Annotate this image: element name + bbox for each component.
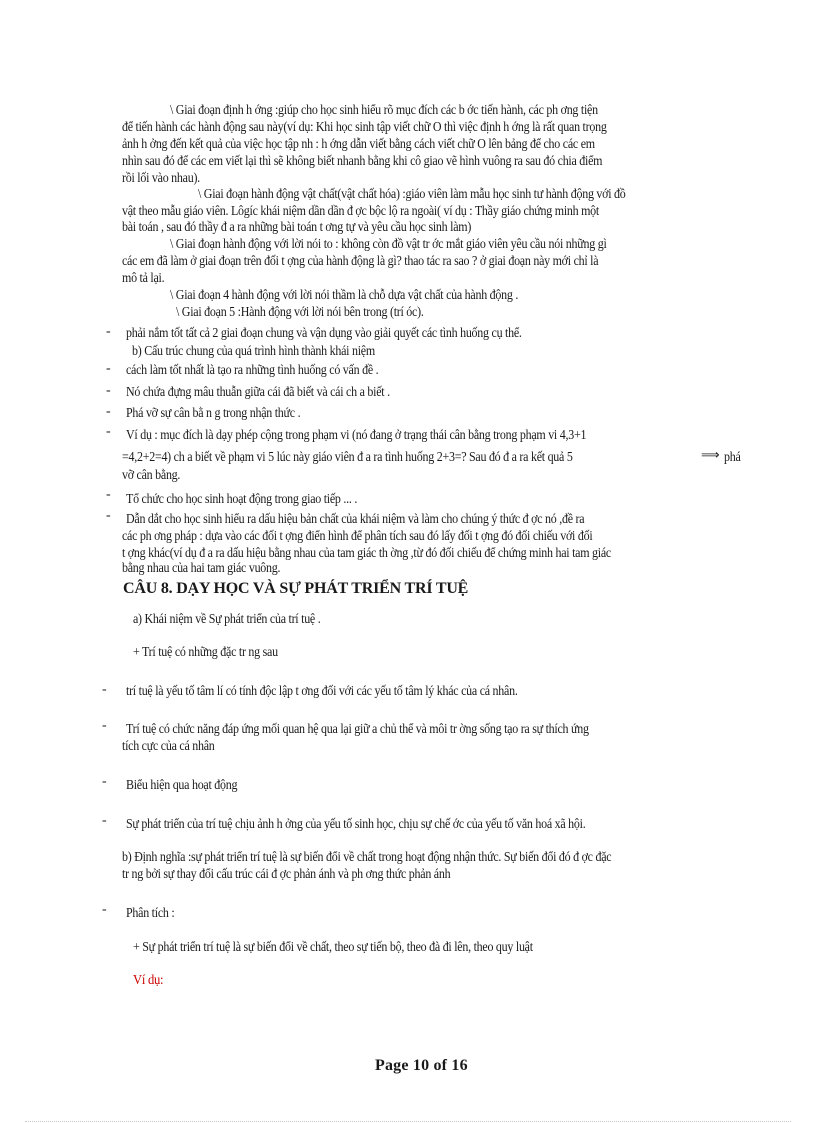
list-item: Phá vỡ sự cân bằ n g trong nhận thức . [126,406,301,421]
list-item: cách làm tốt nhất là tạo ra những tình huống có vấn đề . [126,363,379,378]
text-line: t ợng khác(ví dụ đ a ra dấu hiệu bằng nhau của tam giác th ờng ,từ đó đối chiếu để chứng minh hai tam giác [122,546,611,561]
text-line: phá [724,450,741,465]
list-dash: - [102,902,107,917]
list-item: Ví dụ : mục đích là dạy phép cộng trong phạm vi (nó đang ở trạng thái cân bằng trong phạm vi 4,3+1 [126,428,587,443]
subheading: + Trí tuệ có những đặc tr ng sau [133,645,278,660]
text-line: các em đã làm ở giai đoạn trên đối t ợng của hành động là gì? thao tác ra sao ? ở giai đoạn này mới chỉ là [122,254,599,269]
text-line: \ Giai đoạn hành động với lời nói to : không còn đồ vật tr ớc mắt giáo viên yêu cầu nói những gì [170,237,607,252]
text-line: để tiến hành các hành động sau này(ví dụ: Khi học sinh tập viết chữ O thì việc định h ớng là rất quan trọng [122,120,607,135]
page-number: Page 10 of 16 [375,1057,468,1074]
text-line: vỡ cân bằng. [122,468,181,483]
page-bottom-divider [25,1121,791,1122]
list-item: Trí tuệ có chức năng đáp ứng mối quan hệ qua lại giữ a chủ thể và môi tr ờng sống tạo ra sự thích ứng [126,722,589,737]
list-dash: - [106,508,111,523]
text-line: mô tả lại. [122,271,165,286]
list-dash: - [106,361,111,376]
section-title: CÂU 8. DẠY HỌC VÀ SỰ PHÁT TRIỂN TRÍ TUỆ [123,580,469,597]
text-line: vật theo mẫu giáo viên. Lôgíc khái niệm dần dần đ ợc bộc lộ ra ngoài( ví dụ : Thầy giáo chứng minh một [122,204,599,219]
list-item: phải nắm tốt tất cả 2 giai đoạn chung và vận dụng vào giải quyết các tình huống cụ thể. [126,326,522,341]
list-item: Phân tích : [126,906,175,921]
list-dash: - [106,324,111,339]
text-line: =4,2+2=4) ch a biết về phạm vi 5 lúc này giáo viên đ a ra tình huống 2+3=? Sau đó đ a ra kết quả 5 [122,450,573,465]
list-dash: - [106,383,111,398]
list-dash: - [106,487,111,502]
list-dash: - [102,813,107,828]
text-line: ảnh h ởng đến kết quả của việc học tập nh : h ớng dẫn viết bằng cách viết chữ O lên bảng để cho các em [122,137,595,152]
list-item: trí tuệ là yếu tố tâm lí có tính độc lập t ơng đối với các yếu tố tâm lý khác của cá nhân. [126,684,518,699]
text-line: \ Giai đoạn 5 :Hành động với lời nói bên trong (trí óc). [176,305,424,320]
list-item: Nó chứa đựng mâu thuẫn giữa cái đã biết và cái ch a biết . [126,385,390,400]
text-line: bài toán , sau đó thầy đ a ra những bài toán t ơng tự và yêu cầu học sinh làm) [122,220,472,235]
text-line: rồi lối vào nhau). [122,171,200,186]
list-dash: - [102,774,107,789]
text-line: tích cực của cá nhân [122,739,215,754]
subheading: b) Cấu trúc chung của quá trình hình thành khái niệm [132,344,375,359]
list-item: Dẫn dắt cho học sinh hiểu ra dấu hiệu bản chất của khái niệm và làm cho chúng ý thức đ ợc nó ,đề ra [126,512,585,527]
list-item: Biểu hiện qua hoạt động [126,778,238,793]
text-line: \ Giai đoạn định h ớng :giúp cho học sinh hiểu rõ mục đích các b ớc tiến hành, các ph ơng tiện [170,103,598,118]
text-line: \ Giai đoạn hành động vật chất(vật chất hóa) :giáo viên làm mẫu học sinh tư hành động với đồ [198,187,626,202]
text-line: \ Giai đoạn 4 hành động với lời nói thầm là chỗ dựa vật chất của hành động . [170,288,519,303]
list-dash: - [102,718,107,733]
list-item: Sự phát triển của trí tuệ chịu ảnh h ởng của yếu tố sinh học, chịu sự chế ớc của yếu tố văn hoá xã hội. [126,817,586,832]
text-line: tr ng bởi sự thay đổi cấu trúc cái đ ợc phản ánh và ph ơng thức phản ánh [122,867,451,882]
text-line: các ph ơng pháp : dựa vào các đối t ợng điển hình để phân tích sau đó lấy đối t ợng đó đối chiếu với đối [122,529,593,544]
list-dash: - [102,682,107,697]
list-dash: - [106,404,111,419]
arrow-icon: ⟹ [701,448,720,463]
text-line: b) Định nghĩa :sự phát triển trí tuệ là sự biến đổi về chất trong hoạt động nhận thức. Sự biến đổi đó đ ợc đặc [122,850,612,865]
text-line: + Sự phát triển trí tuệ là sự biến đổi về chất, theo sự tiến bộ, theo đà đi lên, theo quy luật [133,940,533,955]
text-line: bằng nhau của hai tam giác vuông. [122,561,281,576]
example-label: Ví dụ: [133,973,164,988]
list-dash: - [106,424,111,439]
list-item: Tổ chức cho học sinh hoạt động trong giao tiếp ... . [126,492,358,507]
text-line: nhìn sau đó để các em viết lại thì sẽ không biết nhanh bằng khi cô giao vẽ hình vuông ra sau đó chia điểm [122,154,603,169]
subheading: a) Khái niệm về Sự phát triển của trí tuệ . [133,612,321,627]
